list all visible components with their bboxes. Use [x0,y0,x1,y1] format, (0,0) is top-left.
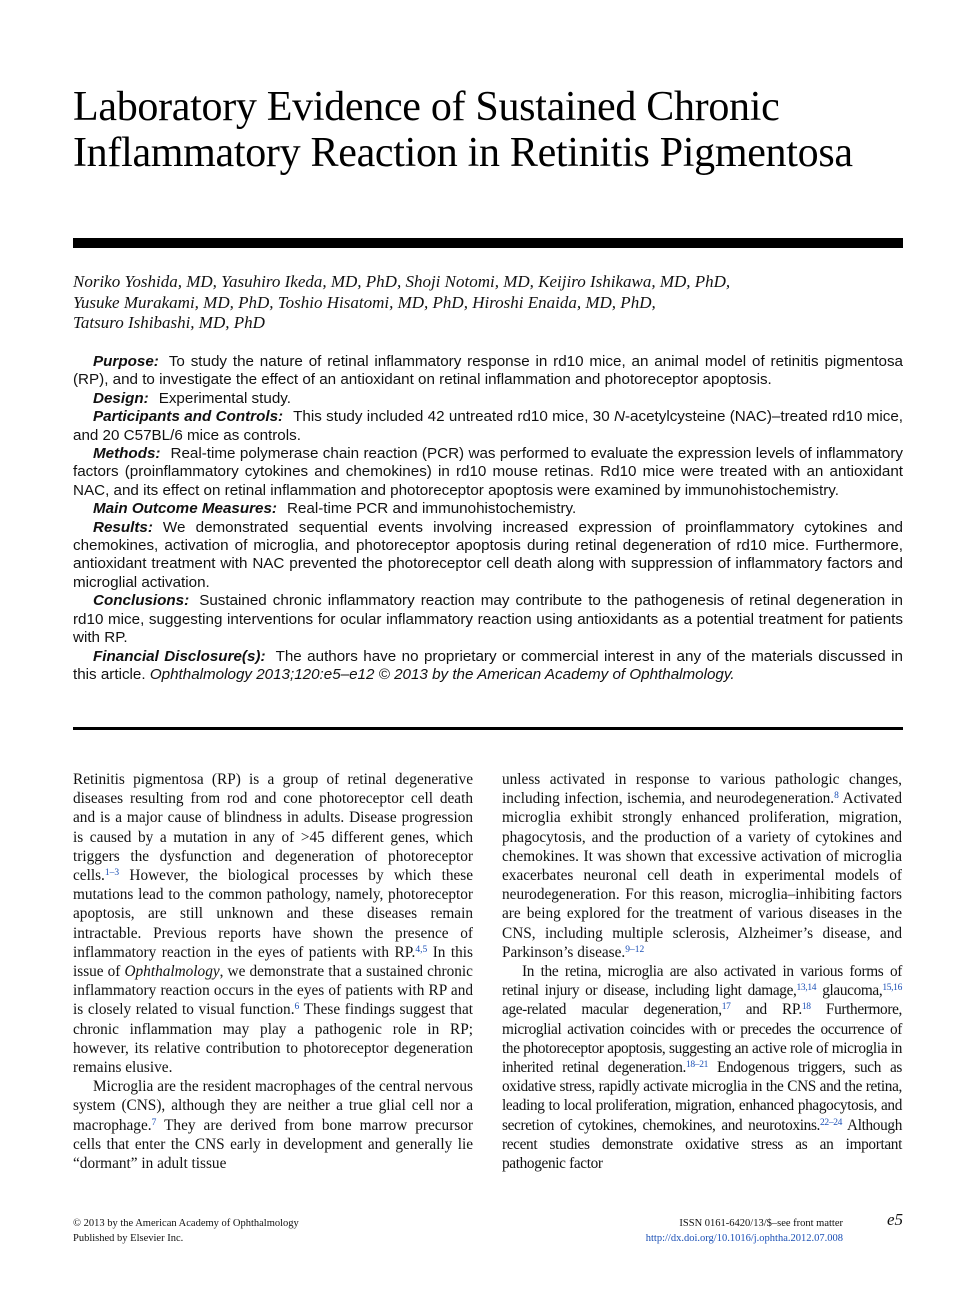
body-text: glaucoma, [816,982,883,1000]
conclusions-text: Sustained chronic inflammatory reaction may contribute to the pathogenesis of retinal degeneration in rd10 mice, suggesting interventions for ocular inflammatory reaction using antioxidants as a potential treatment for patients with RP. [73,592,903,647]
body-column-right [502,770,902,1173]
methods-text: Real-time polymerase chain reaction (PCR) was performed to evaluate the expression levels of inflammatory factors (proinflammatory cytokines and chemokines) in rd10 mouse retinas. Rd10 mice were treated with an antioxidant NAC, and its effect on retinal inflammation and photoreceptor apoptosis were examined by immunohistochemistry. [73,445,903,499]
body-paragraph [502,962,902,1173]
footer-issn: ISSN 0161-6420/13/$–see front matter [679,1218,843,1229]
reference-link[interactable]: 6 [294,1002,300,1013]
footer-copyright: © 2013 by the American Academy of Ophthalmology [73,1218,299,1229]
body-text: These findings suggest that chronic inflammation may play a pathogenic role in RP; however, its relative contribution to photoreceptor degeneration remains elusive. [73,1001,473,1077]
purpose-text: To study the nature of retinal inflammatory response in rd10 mice, an animal model of retinitis pigmentosa (RP), and to investigate the effect of an antioxidant on retinal inflammation and photoreceptor apoptosis. [73,353,903,389]
conclusions-label: Conclusions: [93,592,190,610]
abstract-methods [73,445,903,500]
doi-link[interactable]: http://dx.doi.org/10.1016/j.ophtha.2012.07.008 [645,1233,843,1244]
journal-name: Ophthalmology [124,963,220,981]
reference-link[interactable]: 8 [834,791,839,802]
body-paragraph [73,1077,473,1173]
body-text: unless activated in response to various pathologic changes, including infection, ischemia, and neurodegeneration. [502,771,902,808]
reference-link[interactable]: 18–21 [686,1060,709,1071]
body-text: Endogenous triggers, such as oxidative stress, rapidly activate microglia in the CNS and the retina, leading to local proliferation, migration, enhanced phagocytosis, and secretion of cytokines, chemokines, and neurotoxins. [502,1059,902,1134]
body-text: Microglia are the resident macrophages of the central nervous system (CNS), although they are neither a true glial cell nor a macrophage. [73,1078,473,1134]
body-text: , we demonstrate that a sustained chronic inflammatory reaction occurs in the eyes of patients with RP and is closely related to visual function. [73,963,473,1019]
body-text: age-related macular degeneration, [502,1001,722,1019]
body-text: They are derived from bone marrow precursor cells that enter the CNS early in development and generally lie “dormant” in adult tissue [73,1116,473,1173]
body-paragraph [502,770,902,962]
author-list [73,272,893,334]
abstract-participants [73,408,903,445]
design-text: Experimental study. [158,389,291,407]
abstract-disclosure [73,648,903,685]
footer-left [73,1216,299,1246]
reference-link[interactable]: 15,16 [882,983,902,994]
abstract-rule [73,727,903,730]
design-label: Design: [93,389,149,407]
participants-label: Participants and Controls: [93,408,284,426]
disclosure-text: The authors have no proprietary or commercial interest in any of the materials discussed in this article. [73,647,904,683]
disclosure-label: Financial Disclosure(s): [93,647,266,665]
abstract-outcome [73,500,903,518]
footer-publisher: Published by Elsevier Inc. [73,1233,184,1244]
reference-link[interactable]: 7 [151,1117,157,1128]
title-rule [73,238,903,248]
journal-citation: Ophthalmology 2013;120:e5–e12 © 2013 by the American Academy of Ophthalmology. [149,665,735,683]
participants-italic: N [614,408,625,426]
results-label: Results: [93,518,153,536]
abstract-results [73,519,903,593]
reference-link[interactable]: 22–24 [820,1117,843,1128]
body-text: However, the biological processes by which these mutations lead to the common pathology, namely, photoreceptor apoptosis, are still unknown and these diseases remain intractable. Previous reports have shown the presence of inflammatory reaction in the eyes of patients with RP. [73,867,473,961]
body-text: Furthermore, microglial activation coincides with or precedes the occurrence of the photoreceptor apoptosis, suggesting an active role of microglia in inherited retinal degeneration. [502,1001,903,1077]
body-text: In the retina, microglia are also activated in various forms of retinal injury or disease, including light damage, [502,963,902,1000]
body-text: Although recent studies demonstrate oxidative stress as an important pathogenic factor [502,1116,902,1173]
participants-text: This study included 42 untreated rd10 mice, 30 [293,408,614,426]
body-text: In this issue of [73,943,474,981]
body-text: Retinitis pigmentosa (RP) is a group of retinal degenerative diseases resulting from rod and cone photoreceptor cell death and is a major cause of blindness in adults. Disease progression is caused by a mutation in any of >45 different genes, which triggers the dysfunction and degeneration of photoreceptor cells. [73,771,473,885]
abstract-design [73,390,903,408]
author-line: Noriko Yoshida, MD, Yasuhiro Ikeda, MD, PhD, Shoji Notomi, MD, Keijiro Ishikawa, MD, PhD, [73,272,731,291]
page-number: e5 [886,1210,903,1229]
abstract-purpose [73,353,903,390]
results-text: We demonstrated sequential events involving increased expression of proinflammatory cytokines and chemokines, activation of microglia, and photoreceptor apoptosis during retinal degeneration of rd10 mice. Furthermore, antioxidant treatment with NAC prevented the photoreceptor cell death along with suppression of inflammatory factors and microglial activation. [73,518,903,591]
author-line: Yusuke Murakami, MD, PhD, Toshio Hisatomi, MD, PhD, Hiroshi Enaida, MD, PhD, [73,292,656,312]
footer-right [500,1216,843,1246]
body-text: Activated microglia exhibit strongly enhanced proliferation, migration, phagocytosis, and the production of a variety of cytokines and chemokines. It was shown that excessive activation of microglia exacerbates neuronal cell death in experimental models of neurodegeneration. For this reason, microglia–inhibiting factors are being explored for the treatment of various diseases in the CNS, including multiple sclerosis, Alzheimer’s disease, and Parkinson’s disease. [502,790,902,961]
reference-link[interactable]: 13,14 [796,983,817,994]
reference-link[interactable]: 1–3 [104,868,120,879]
reference-link[interactable]: 9–12 [625,944,645,955]
outcome-label: Main Outcome Measures: [93,500,277,518]
purpose-label: Purpose: [93,353,159,370]
body-text: and RP. [730,1001,802,1019]
abstract [73,353,903,684]
body-column-left [73,770,473,1173]
body-paragraph [73,770,473,1077]
participants-text: -acetylcysteine (NAC)–treated rd10 mice, and 20 C57BL/6 mice as controls. [73,408,904,444]
reference-link[interactable]: 18 [801,1002,811,1013]
methods-label: Methods: [93,445,161,463]
author-line: Tatsuro Ishibashi, MD, PhD [73,313,265,332]
outcome-text: Real-time PCR and immunohistochemistry. [287,500,577,518]
reference-link[interactable]: 4,5 [415,944,428,955]
reference-link[interactable]: 17 [721,1002,731,1013]
abstract-conclusions [73,592,903,647]
article-title: Laboratory Evidence of Sustained Chronic Inflammatory Reaction in Retinitis Pigmentosa [73,84,853,176]
